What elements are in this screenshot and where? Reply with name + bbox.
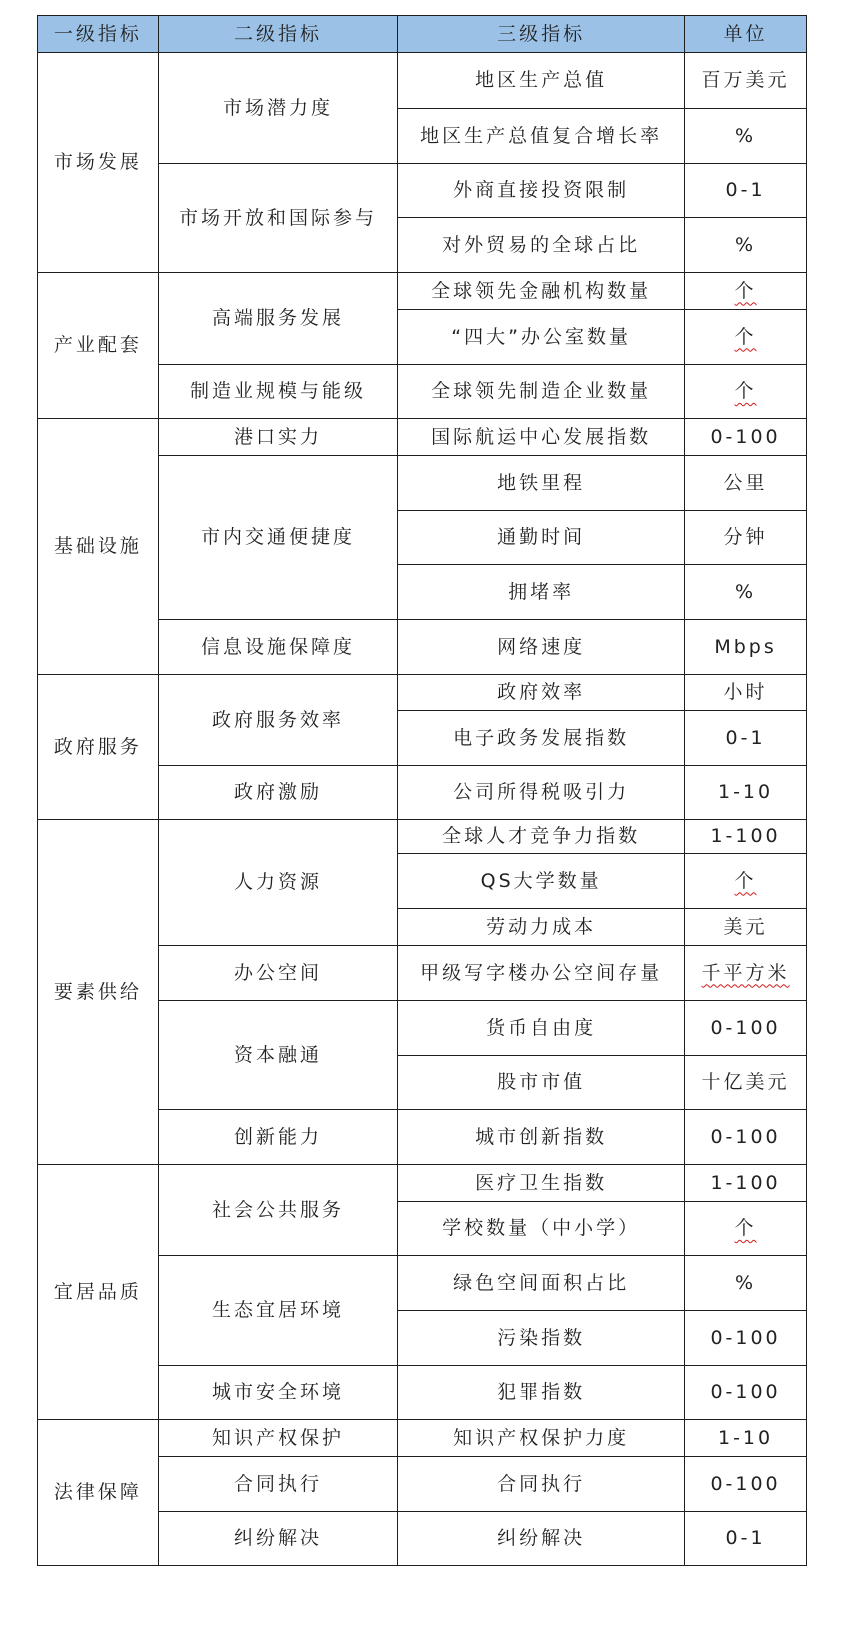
level3-cell: 学校数量（中小学） xyxy=(398,1202,685,1256)
level3-cell: 通勤时间 xyxy=(398,511,685,565)
level2-cell: 合同执行 xyxy=(158,1457,397,1512)
level1-cell: 宜居品质 xyxy=(38,1165,159,1420)
unit-cell xyxy=(685,218,807,273)
level3-cell: 地区生产总值复合增长率 xyxy=(398,109,685,164)
unit-text: 美元 xyxy=(723,915,768,938)
unit-text: 0-100 xyxy=(710,1472,781,1495)
level1-cell: 基础设施 xyxy=(38,419,159,675)
level3-cell: 股市市值 xyxy=(398,1056,685,1110)
unit-cell xyxy=(685,419,807,456)
level3-cell: 知识产权保护力度 xyxy=(398,1420,685,1457)
unit-cell xyxy=(685,1420,807,1457)
unit-cell xyxy=(685,273,807,310)
unit-text: 公里 xyxy=(723,471,768,494)
unit-text: Mbps xyxy=(714,635,777,658)
level1-cell: 产业配套 xyxy=(38,273,159,419)
unit-text: % xyxy=(735,580,757,603)
level2-cell: 知识产权保护 xyxy=(158,1420,397,1457)
level3-cell: 地区生产总值 xyxy=(398,53,685,109)
unit-cell xyxy=(685,820,807,854)
level2-cell: 人力资源 xyxy=(158,820,397,946)
level2-cell: 办公空间 xyxy=(158,946,397,1001)
table-row xyxy=(38,1420,807,1457)
level1-cell: 要素供给 xyxy=(38,820,159,1165)
header-level2: 二级指标 xyxy=(158,16,397,53)
level1-cell: 法律保障 xyxy=(38,1420,159,1566)
level3-cell: 纠纷解决 xyxy=(398,1512,685,1566)
table-row xyxy=(38,419,807,456)
unit-cell xyxy=(685,1001,807,1056)
table-row xyxy=(38,820,807,854)
unit-cell xyxy=(685,620,807,675)
level2-cell: 社会公共服务 xyxy=(158,1165,397,1256)
header-level1: 一级指标 xyxy=(38,16,159,53)
unit-text: 个 xyxy=(734,380,757,403)
unit-text: 0-100 xyxy=(710,1381,781,1404)
unit-cell xyxy=(685,1202,807,1256)
unit-cell xyxy=(685,909,807,946)
unit-text: 1-10 xyxy=(717,1426,774,1449)
level2-cell: 信息设施保障度 xyxy=(158,620,397,675)
table-body xyxy=(38,53,807,1566)
level3-cell: 拥堵率 xyxy=(398,565,685,620)
unit-text: 0-100 xyxy=(710,1326,781,1349)
level2-cell: 纠纷解决 xyxy=(158,1512,397,1566)
unit-cell xyxy=(685,1256,807,1311)
level3-cell: 甲级写字楼办公空间存量 xyxy=(398,946,685,1001)
level2-cell: 市场开放和国际参与 xyxy=(158,164,397,273)
table-row xyxy=(38,1165,807,1202)
level3-cell: 货币自由度 xyxy=(398,1001,685,1056)
unit-cell xyxy=(685,1056,807,1110)
level3-cell: 医疗卫生指数 xyxy=(398,1165,685,1202)
unit-cell xyxy=(685,164,807,218)
unit-text: 小时 xyxy=(723,681,768,704)
unit-text: 千平方米 xyxy=(701,961,790,984)
unit-text: 个 xyxy=(734,325,757,348)
unit-text: 1-100 xyxy=(710,825,781,848)
unit-cell xyxy=(685,456,807,511)
level3-cell: 对外贸易的全球占比 xyxy=(398,218,685,273)
level3-cell: 合同执行 xyxy=(398,1457,685,1512)
level3-cell: 外商直接投资限制 xyxy=(398,164,685,218)
level2-cell: 城市安全环境 xyxy=(158,1366,397,1420)
level3-cell: 劳动力成本 xyxy=(398,909,685,946)
unit-text: 0-100 xyxy=(710,425,781,448)
level1-cell: 市场发展 xyxy=(38,53,159,273)
indicator-table xyxy=(37,15,807,1566)
unit-cell xyxy=(685,1457,807,1512)
table-row xyxy=(38,53,807,109)
unit-text: 个 xyxy=(734,869,757,892)
unit-text: 十亿美元 xyxy=(701,1071,790,1094)
unit-cell xyxy=(685,766,807,820)
unit-cell xyxy=(685,1512,807,1566)
level2-cell: 生态宜居环境 xyxy=(158,1256,397,1366)
unit-cell xyxy=(685,1366,807,1420)
level3-cell: QS大学数量 xyxy=(398,854,685,909)
unit-cell xyxy=(685,109,807,164)
level1-cell: 政府服务 xyxy=(38,675,159,820)
unit-cell xyxy=(685,53,807,109)
level2-cell: 政府服务效率 xyxy=(158,675,397,766)
level2-cell: 制造业规模与能级 xyxy=(158,365,397,419)
table-row xyxy=(38,273,807,310)
level3-cell: 污染指数 xyxy=(398,1311,685,1366)
unit-cell xyxy=(685,1311,807,1366)
unit-cell xyxy=(685,565,807,620)
level3-cell: 全球领先金融机构数量 xyxy=(398,273,685,310)
unit-text: 个 xyxy=(734,1217,757,1240)
unit-text: 0-1 xyxy=(725,726,766,749)
level3-cell: 网络速度 xyxy=(398,620,685,675)
level2-cell: 市内交通便捷度 xyxy=(158,456,397,620)
unit-text: 个 xyxy=(734,279,757,302)
unit-text: 0-1 xyxy=(725,1527,766,1550)
level2-cell: 政府激励 xyxy=(158,766,397,820)
level3-cell: 绿色空间面积占比 xyxy=(398,1256,685,1311)
level3-cell: 政府效率 xyxy=(398,675,685,711)
level2-cell: 创新能力 xyxy=(158,1110,397,1165)
unit-cell xyxy=(685,310,807,365)
level3-cell: 国际航运中心发展指数 xyxy=(398,419,685,456)
level3-cell: 公司所得税吸引力 xyxy=(398,766,685,820)
level3-cell: 全球人才竞争力指数 xyxy=(398,820,685,854)
unit-text: 1-10 xyxy=(717,781,774,804)
unit-text: % xyxy=(735,1271,757,1294)
unit-cell xyxy=(685,711,807,766)
level2-cell: 港口实力 xyxy=(158,419,397,456)
unit-text: 0-100 xyxy=(710,1125,781,1148)
level2-cell: 高端服务发展 xyxy=(158,273,397,365)
level2-cell: 市场潜力度 xyxy=(158,53,397,164)
unit-cell xyxy=(685,511,807,565)
unit-cell xyxy=(685,1165,807,1202)
unit-cell xyxy=(685,365,807,419)
unit-cell xyxy=(685,1110,807,1165)
level3-cell: 犯罪指数 xyxy=(398,1366,685,1420)
unit-cell xyxy=(685,675,807,711)
header-level3: 三级指标 xyxy=(398,16,685,53)
table-header-row xyxy=(38,16,807,53)
unit-text: 1-100 xyxy=(710,1171,781,1194)
unit-text: % xyxy=(735,233,757,256)
unit-text: 0-100 xyxy=(710,1016,781,1039)
level3-cell: 城市创新指数 xyxy=(398,1110,685,1165)
unit-text: 分钟 xyxy=(723,526,768,549)
level3-cell: 全球领先制造企业数量 xyxy=(398,365,685,419)
unit-text: 百万美元 xyxy=(701,69,790,92)
unit-text: 0-1 xyxy=(725,179,766,202)
level2-cell: 资本融通 xyxy=(158,1001,397,1110)
unit-cell xyxy=(685,946,807,1001)
unit-text: % xyxy=(735,124,757,147)
table-row xyxy=(38,675,807,711)
level3-cell: “四大”办公室数量 xyxy=(398,310,685,365)
unit-cell xyxy=(685,854,807,909)
level3-cell: 地铁里程 xyxy=(398,456,685,511)
level3-cell: 电子政务发展指数 xyxy=(398,711,685,766)
header-unit: 单位 xyxy=(685,16,807,53)
